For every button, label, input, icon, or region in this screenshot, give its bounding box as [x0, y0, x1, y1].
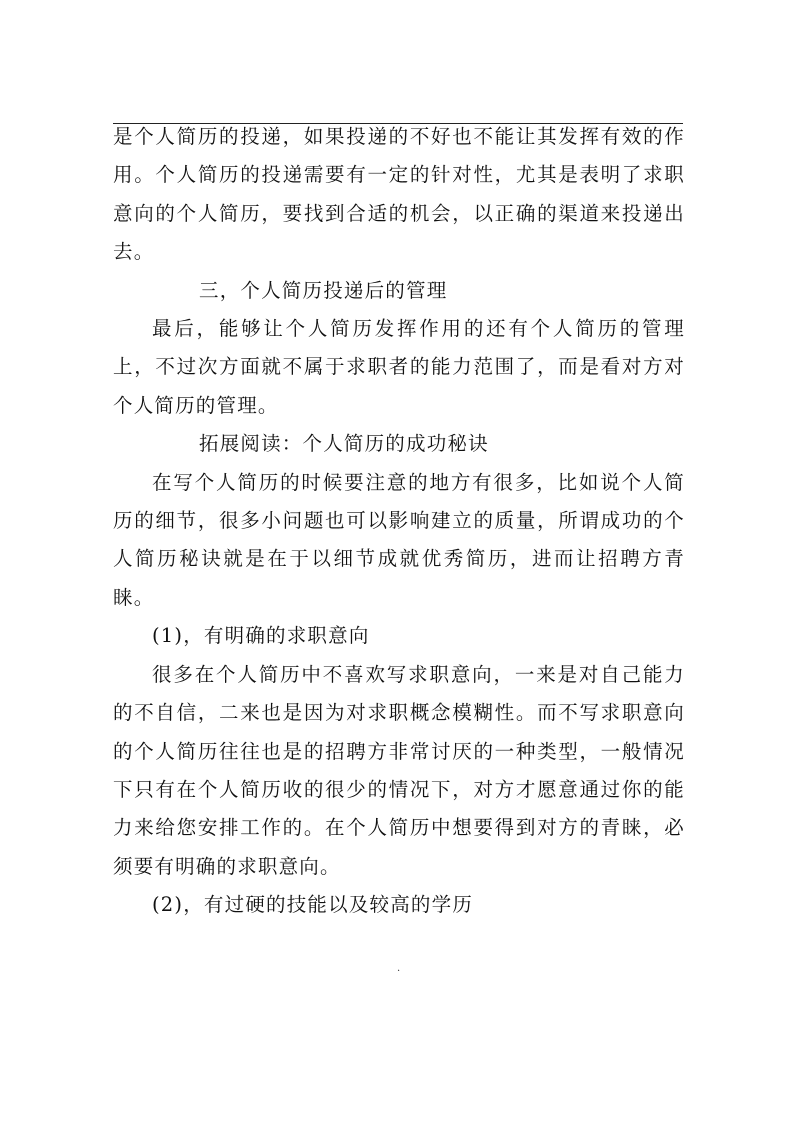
paragraph-4: 很多在个人简历中不喜欢写求职意向，一来是对自己能力的不自信，二来也是因为对求职概念模糊性。而不写求职意向的个人简历往往也是的招聘方非常讨厌的一种类型，一般情况下只有在个人简历收的很少的情况下，对方才愿意通过你的能力来给您安排工作的。在个人简历中想要得到对方的青睐，必须要有明确的求职意向。: [113, 662, 685, 878]
document-body: [113, 118, 685, 925]
footer-mark: .: [397, 963, 401, 974]
paragraph-2: 最后，能够让个人简历发挥作用的还有个人简历的管理上，不过次方面就不属于求职者的能力范围了，而是看对方对个人简历的管理。: [113, 317, 685, 417]
section-heading-3: 三，个人简历投递后的管理: [199, 278, 448, 302]
section-heading-extended-reading: 拓展阅读：个人简历的成功秘诀: [199, 432, 489, 456]
paragraph-3: 在写个人简历的时候要注意的地方有很多，比如说个人简历的细节，很多小问题也可以影响建立的质量，所谓成功的个人简历秘诀就是在于以细节成就优秀简历，进而让招聘方青睐。: [113, 470, 685, 609]
paragraph-1: 是个人简历的投递，如果投递的不好也不能让其发挥有效的作用。个人简历的投递需要有一定的针对性，尤其是表明了求职意向的个人简历，要找到合适的机会，以正确的渠道来投递出去。: [113, 125, 685, 264]
subheading-1: (1)，有明确的求职意向: [152, 624, 370, 648]
subheading-2: (2)，有过硬的技能以及较高的学历: [152, 893, 474, 917]
